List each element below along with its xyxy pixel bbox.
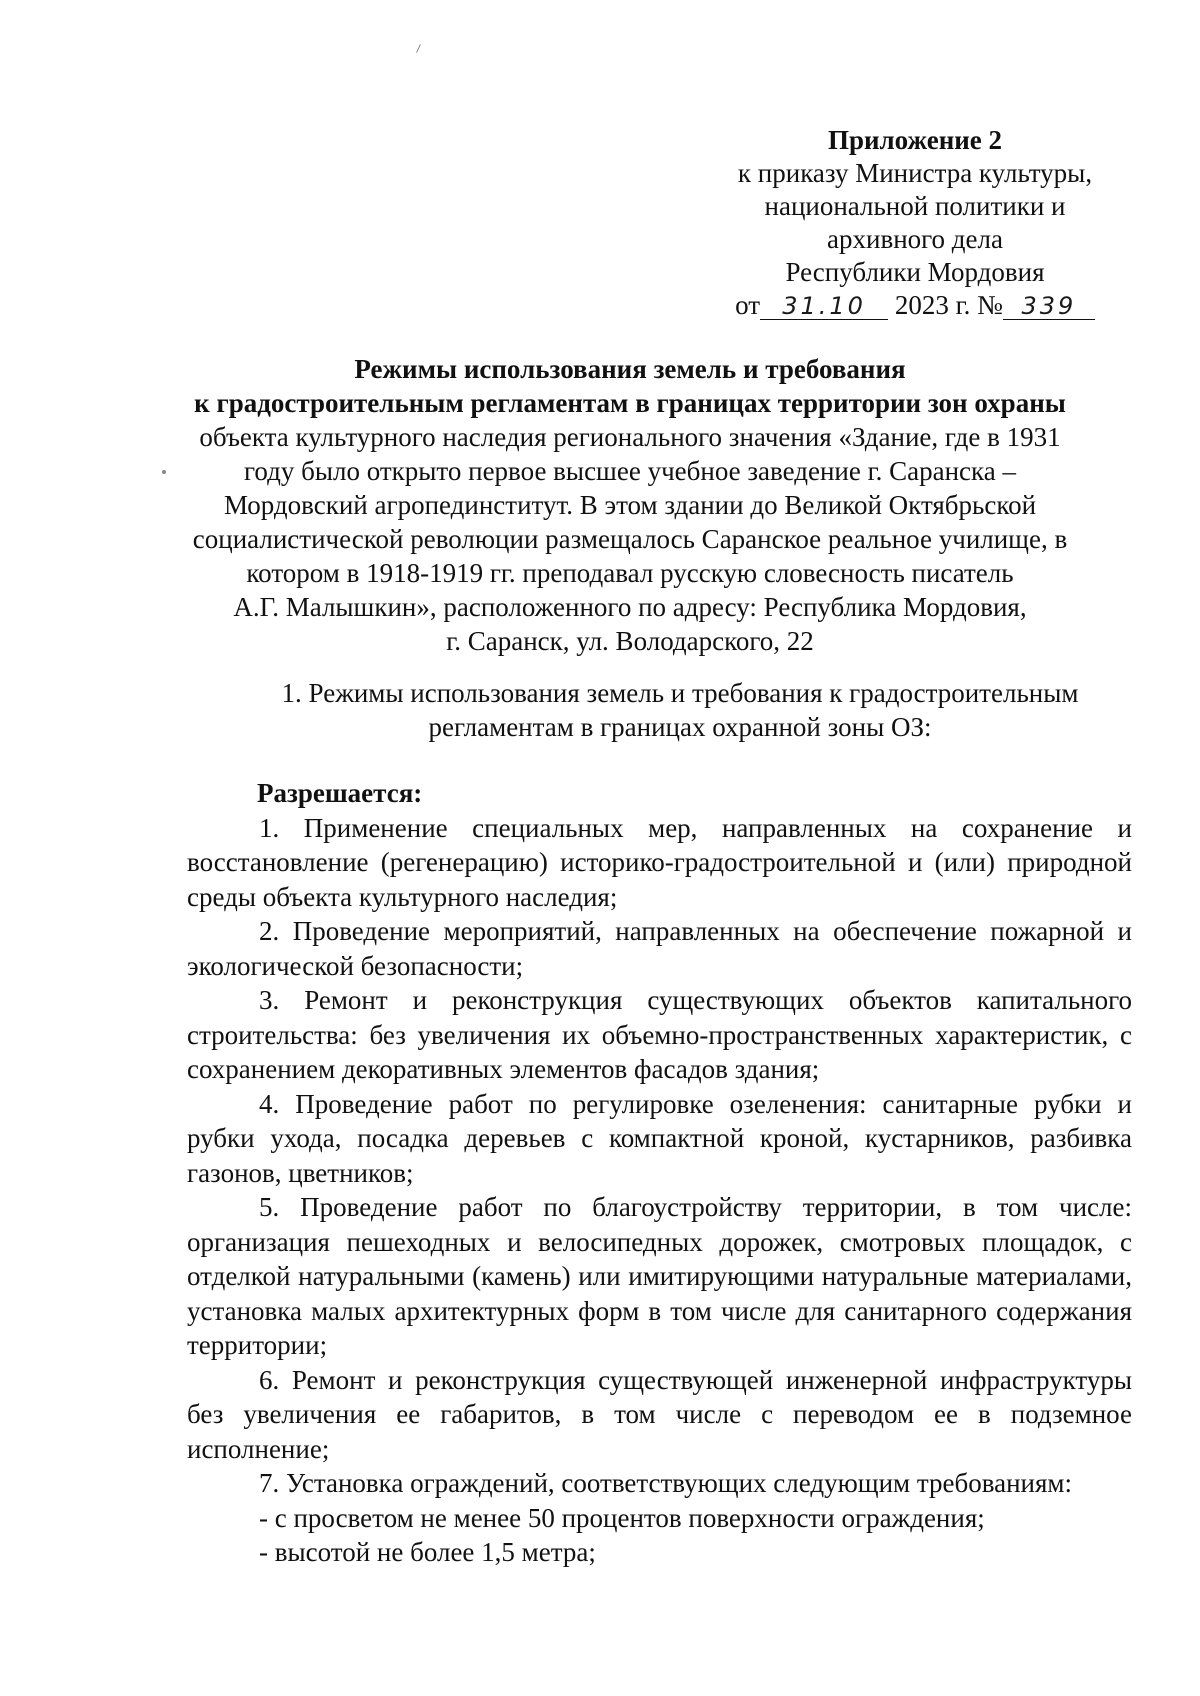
section-heading — [230, 676, 1130, 744]
list-item: 4. Проведение работ по регулировке озеленения: санитарные рубки и рубки ухода, посадка деревьев с компактной кроной, кустарников, разбивка газонов, цветников; — [187, 1088, 1132, 1188]
dash-item: - высотой не более 1,5 метра; — [259, 1537, 596, 1567]
dash-item: - с просветом не менее 50 процентов поверхности ограждения; — [259, 1502, 985, 1533]
appendix-line: архивного дела — [827, 224, 1003, 254]
appendix-title: Приложение 2 — [827, 125, 1003, 155]
section-heading-line: 1. Режимы использования земель и требования к градостроительным — [281, 678, 1079, 708]
title-bold-line: к градостроительным регламентам в границах территории зон охраны — [194, 388, 1066, 418]
title-line: объекта культурного наследия регионального значения «Здание, где в 1931 — [199, 422, 1061, 452]
title-line: Мордовский агропединститут. В этом здании до Великой Октябрьской — [223, 490, 1037, 520]
appendix-line: к приказу Министра культуры, — [737, 158, 1093, 188]
title-line: котором в 1918-1919 гг. преподавал русскую словесность писатель — [246, 558, 1014, 588]
appendix-line: Республики Мордовия — [785, 257, 1045, 287]
list-item: 5. Проведение работ по благоустройству территории, в том числе: организация пешеходных и велосипедных дорожек, смотровых площадок, с отделкой натуральными (камень) или имитирующими натуральные материалами, установка малых архитектурных форм в том числе для санитарного содержания территории; — [187, 1192, 1132, 1360]
list-item: 6. Ремонт и реконструкция существующей инженерной инфраструктуры без увеличения ее габаритов, в том числе с переводом ее в подземное исполнение; — [187, 1364, 1132, 1464]
document-title — [150, 352, 1110, 658]
allowed-label: Разрешается: — [257, 778, 423, 808]
section-heading-line: регламентам в границах охранной зоны ОЗ: — [428, 712, 932, 742]
title-line: А.Г. Малышкин», расположенного по адресу: Республика Мордовия, — [233, 592, 1027, 622]
appendix-header — [720, 124, 1110, 322]
order-prefix: от — [735, 290, 761, 320]
list-item: 7. Установка ограждений, соответствующих следующим требованиям: — [259, 1468, 1072, 1498]
appendix-line: национальной политики и — [764, 191, 1066, 221]
title-bold-line: Режимы использования земель и требования — [354, 354, 906, 384]
handwritten-number: 339 — [1003, 293, 1095, 320]
order-year: 2023 г. № — [894, 290, 1003, 320]
document-body — [187, 776, 1132, 1570]
order-reference — [720, 289, 1110, 322]
handwritten-date: 31.10 — [760, 293, 888, 320]
list-item: 3. Ремонт и реконструкция существующих объектов капитального строительства: без увеличения их объемно-пространственных характеристик, с сохранением декоративных элементов фасадов здания; — [187, 985, 1132, 1084]
list-item: 1. Применение специальных мер, направленных на сохранение и восстановление (регенерацию) историко-градостроительной и (или) природной среды объекта культурного наследия; — [187, 812, 1132, 912]
list-item: 2. Проведение мероприятий, направленных на обеспечение пожарной и экологической безопасности; — [187, 916, 1132, 981]
title-line: г. Саранск, ул. Володарского, 22 — [446, 626, 814, 656]
title-line: году было открыто первое высшее учебное заведение г. Саранска – — [244, 456, 1016, 486]
title-line: социалистической революции размещалось Саранское реальное училище, в — [192, 524, 1068, 554]
scan-speck — [416, 44, 421, 53]
